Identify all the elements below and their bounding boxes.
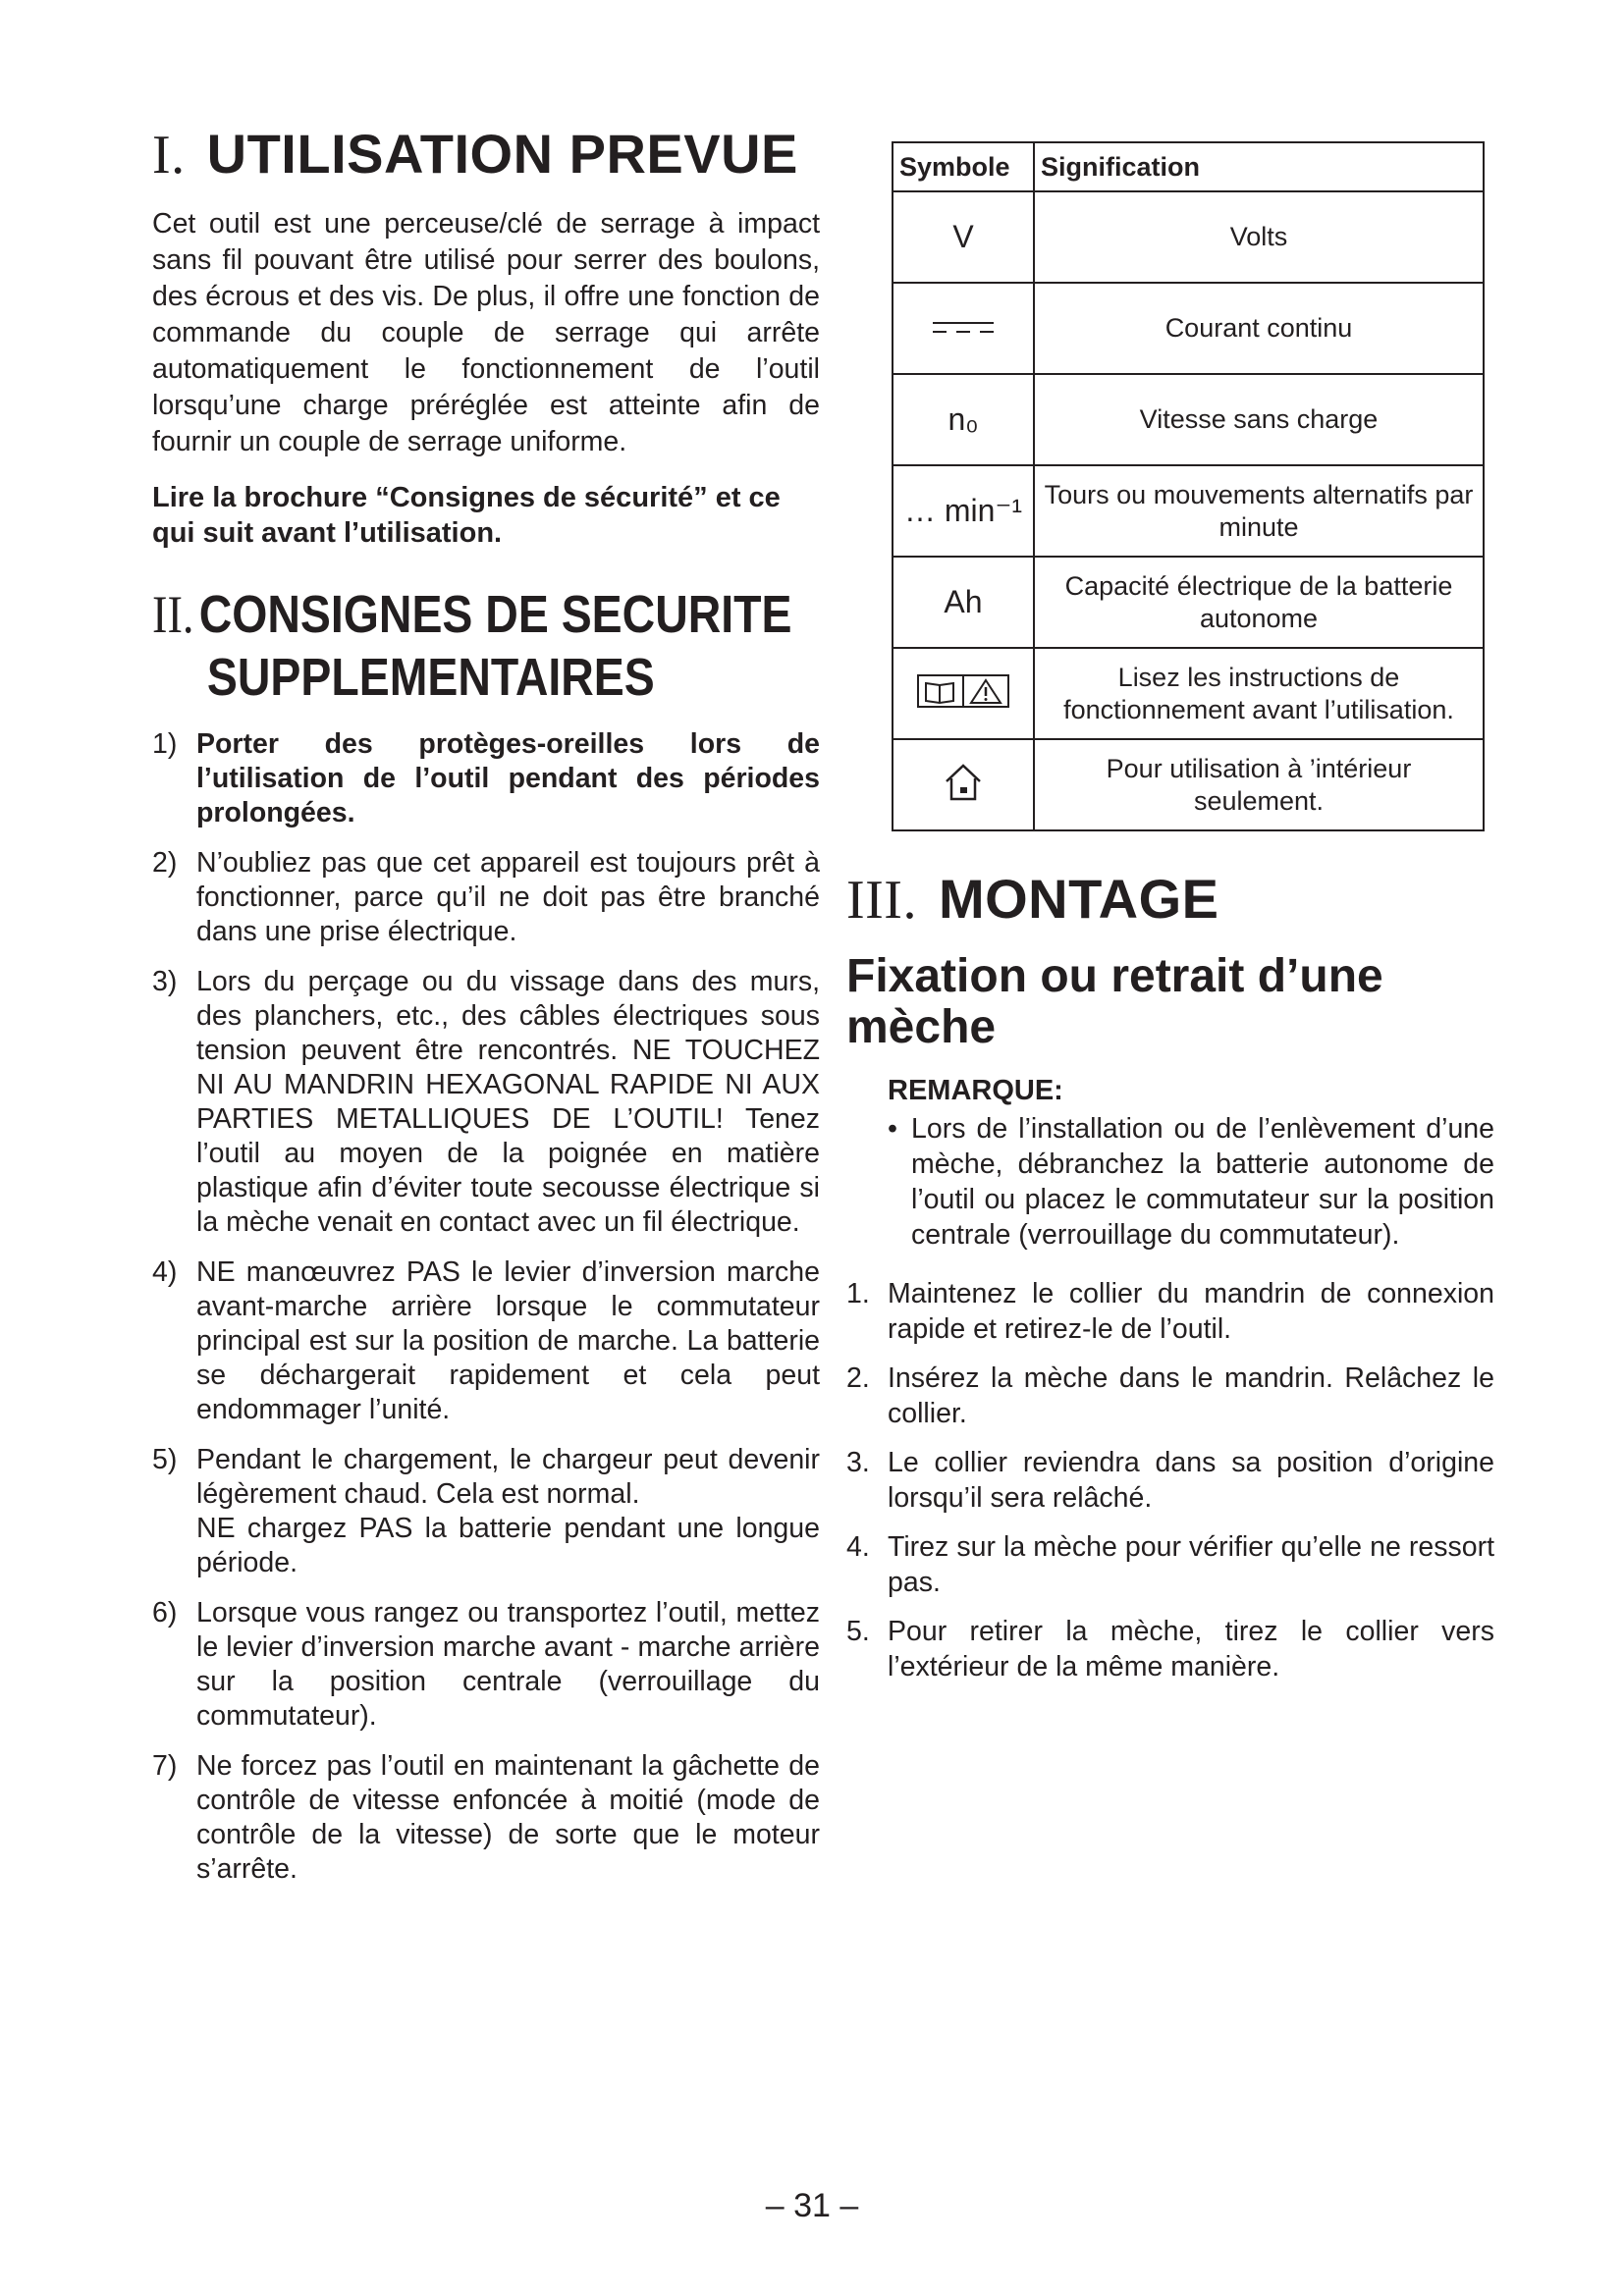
- left-column: [152, 123, 820, 1902]
- table-header-row: [893, 142, 1484, 191]
- section1-roman: I.: [152, 125, 186, 186]
- section2-title-line1: II.CONSIGNES DE SECURITE: [152, 584, 792, 644]
- step-item: 5. Pour retirer la mèche, tirez le collier vers l’extérieur de la même manière.: [846, 1615, 1494, 1682]
- section3-subtitle: Fixation ou retrait d’une mèche: [846, 949, 1383, 1053]
- step-text: Insérez la mèche dans le mandrin. Relâchez le collier.: [888, 1362, 1494, 1429]
- list-item-text: Pendant le chargement, le chargeur peut devenir légèrement chaud. Cela est normal.: [196, 1443, 820, 1510]
- table-row: [893, 557, 1484, 648]
- table-row: [893, 648, 1484, 739]
- list-item: 3) Lors du perçage ou du vissage dans des murs, des planchers, etc., des câbles électriques sous tension peuvent être rencontrés. NE TOUCHEZ NI AU MANDRIN HEXAGONAL RAPIDE NI AUX PARTIES METALLIQUES DE L’OUTIL! Tenez l’outil au moyen de la poignée en matière plastique afin d’éviter toute secousse électrique si la mèche venait en contact avec un fil électrique.: [152, 965, 820, 1238]
- meaning-cell: Courant continu: [1034, 283, 1484, 374]
- meaning-cell: Volts: [1034, 191, 1484, 283]
- dc-current-icon: [893, 283, 1034, 374]
- table-header-symbol: Symbole: [893, 142, 1034, 191]
- section2-title-line2: SUPPLEMENTAIRES: [206, 647, 655, 707]
- list-item-text: NE manœuvrez PAS le levier d’inversion marche avant-marche arrière lorsque le commutateur principal est sur la position de marche. La batterie se déchargerait rapidement et cela peut endommager l’unité.: [196, 1255, 820, 1425]
- bullet: •: [888, 1112, 897, 1145]
- list-item-text: Lors du perçage ou du vissage dans des murs, des planchers, etc., des câbles électriques sous tension peuvent être rencontrés. NE TOUCHEZ NI AU MANDRIN HEXAGONAL RAPIDE NI AUX PARTIES METALLIQUES DE L’OUTIL! Tenez l’outil au moyen de la poignée en matière plastique afin d’éviter toute secousse électrique si la mèche venait en contact avec un fil électrique.: [196, 965, 820, 1238]
- list-item-text: N’oubliez pas que cet appareil est toujours prêt à fonctionner, parce qu’il ne doit pas être branché dans une prise électrique.: [196, 846, 820, 947]
- meaning-cell: Lisez les instructions de fonctionnement avant l’utilisation.: [1034, 648, 1484, 739]
- list-item-text: Lorsque vous rangez ou transportez l’outil, mettez le levier d’inversion marche avant - marche arrière sur la position centrale (verrouillage du commutateur).: [196, 1596, 820, 1732]
- section1-body: Cet outil est une perceuse/clé de serrage à impact sans fil pouvant être utilisé pour serrer des boulons, des écrous et des vis. De plus, il offre une fonction de commande du couple de serrage qui arrête automatiquement le fonctionnement de l’outil lorsqu’une charge préréglée est atteinte afin de fournir un couple de serrage uniforme.: [152, 207, 820, 457]
- table-row: [893, 739, 1484, 830]
- step-item: 4. Tirez sur la mèche pour vérifier qu’elle ne ressort pas.: [846, 1530, 1494, 1598]
- list-item: 6) Lorsque vous rangez ou transportez l’outil, mettez le levier d’inversion marche avant - marche arrière sur la position centrale (verrouillage du commutateur).: [152, 1596, 820, 1732]
- section1-title: UTILISATION PREVUE: [206, 123, 798, 185]
- safety-list: [152, 727, 820, 1887]
- meaning-cell: Capacité électrique de la batterie autonome: [1034, 557, 1484, 648]
- symbol-table: [892, 141, 1485, 831]
- symbol-per-minute: … min⁻¹: [893, 465, 1034, 557]
- meaning-cell: Vitesse sans charge: [1034, 374, 1484, 465]
- list-item: 5) Pendant le chargement, le chargeur peut devenir légèrement chaud. Cela est normal. NE chargez PAS la batterie pendant une longue période.: [152, 1443, 820, 1578]
- symbol-amp-hour: Ah: [893, 557, 1034, 648]
- list-item: 7) Ne forcez pas l’outil en maintenant la gâchette de contrôle de vitesse enfoncée à moitié (mode de contrôle de la vitesse) de sorte que le moteur s’arrête.: [152, 1749, 820, 1885]
- list-item-text: Ne forcez pas l’outil en maintenant la gâchette de contrôle de vitesse enfoncée à moitié (mode de contrôle de la vitesse) de sorte que le moteur s’arrête.: [196, 1749, 820, 1885]
- symbol-no-load-speed: n₀: [893, 374, 1034, 465]
- step-text: Maintenez le collier du mandrin de connexion rapide et retirez-le de l’outil.: [888, 1277, 1494, 1345]
- table-row: [893, 465, 1484, 557]
- right-column: [846, 128, 1494, 1698]
- step-item: 3. Le collier reviendra dans sa position d’origine lorsqu’il sera relâché.: [846, 1446, 1494, 1514]
- table-row: [893, 191, 1484, 283]
- list-item: 2) N’oubliez pas que cet appareil est toujours prêt à fonctionner, parce qu’il ne doit pas être branché dans une prise électrique.: [152, 846, 820, 947]
- step-item: 1. Maintenez le collier du mandrin de connexion rapide et retirez-le de l’outil.: [846, 1277, 1494, 1345]
- symbol-volts: V: [893, 191, 1034, 283]
- table-header-meaning: Signification: [1034, 142, 1484, 191]
- step-text: Tirez sur la mèche pour vérifier qu’elle ne ressort pas.: [888, 1530, 1494, 1598]
- section3-title: MONTAGE: [938, 868, 1219, 930]
- montage-steps: [846, 1276, 1494, 1684]
- table-row: [893, 283, 1484, 374]
- section3-heading: [846, 868, 1494, 931]
- meaning-cell: Tours ou mouvements alternatifs par minute: [1034, 465, 1484, 557]
- section2-roman: II.: [152, 584, 194, 644]
- page-number: – 31 –: [765, 2187, 859, 2224]
- safety-warning: Lire la brochure “Consignes de sécurité” et ce qui suit avant l’utilisation.: [152, 481, 781, 549]
- note-text: • Lors de l’installation ou de l’enlèvement d’une mèche, débranchez la batterie autonome de l’outil ou placez le commutateur sur la position centrale (verrouillage du commutateur).: [888, 1112, 1494, 1251]
- section1-heading: [152, 123, 820, 186]
- step-item: 2. Insérez la mèche dans le mandrin. Relâchez le collier.: [846, 1362, 1494, 1429]
- section3-roman: III.: [846, 870, 917, 931]
- indoor-use-icon: [893, 739, 1034, 830]
- list-item: 4) NE manœuvrez PAS le levier d’inversion marche avant-marche arrière lorsque le commutateur principal est sur la position de marche. La batterie se déchargerait rapidement et cela peut endommager l’unité.: [152, 1255, 820, 1425]
- note-title: REMARQUE:: [888, 1074, 1063, 1106]
- list-item: 1) Porter des protèges-oreilles lors de l’utilisation de l’outil pendant des périodes prolongées.: [152, 727, 820, 828]
- list-item-text-2: NE chargez PAS la batterie pendant une longue période.: [196, 1512, 820, 1578]
- table-row: [893, 374, 1484, 465]
- list-item-text: Porter des protèges-oreilles lors de l’utilisation de l’outil pendant des périodes prolongées.: [196, 727, 820, 828]
- read-instructions-icon: [893, 648, 1034, 739]
- step-text: Le collier reviendra dans sa position d’origine lorsqu’il sera relâché.: [888, 1446, 1494, 1514]
- meaning-cell: Pour utilisation à ’intérieur seulement.: [1034, 739, 1484, 830]
- section2-heading: [152, 584, 820, 708]
- step-text: Pour retirer la mèche, tirez le collier vers l’extérieur de la même manière.: [888, 1615, 1494, 1682]
